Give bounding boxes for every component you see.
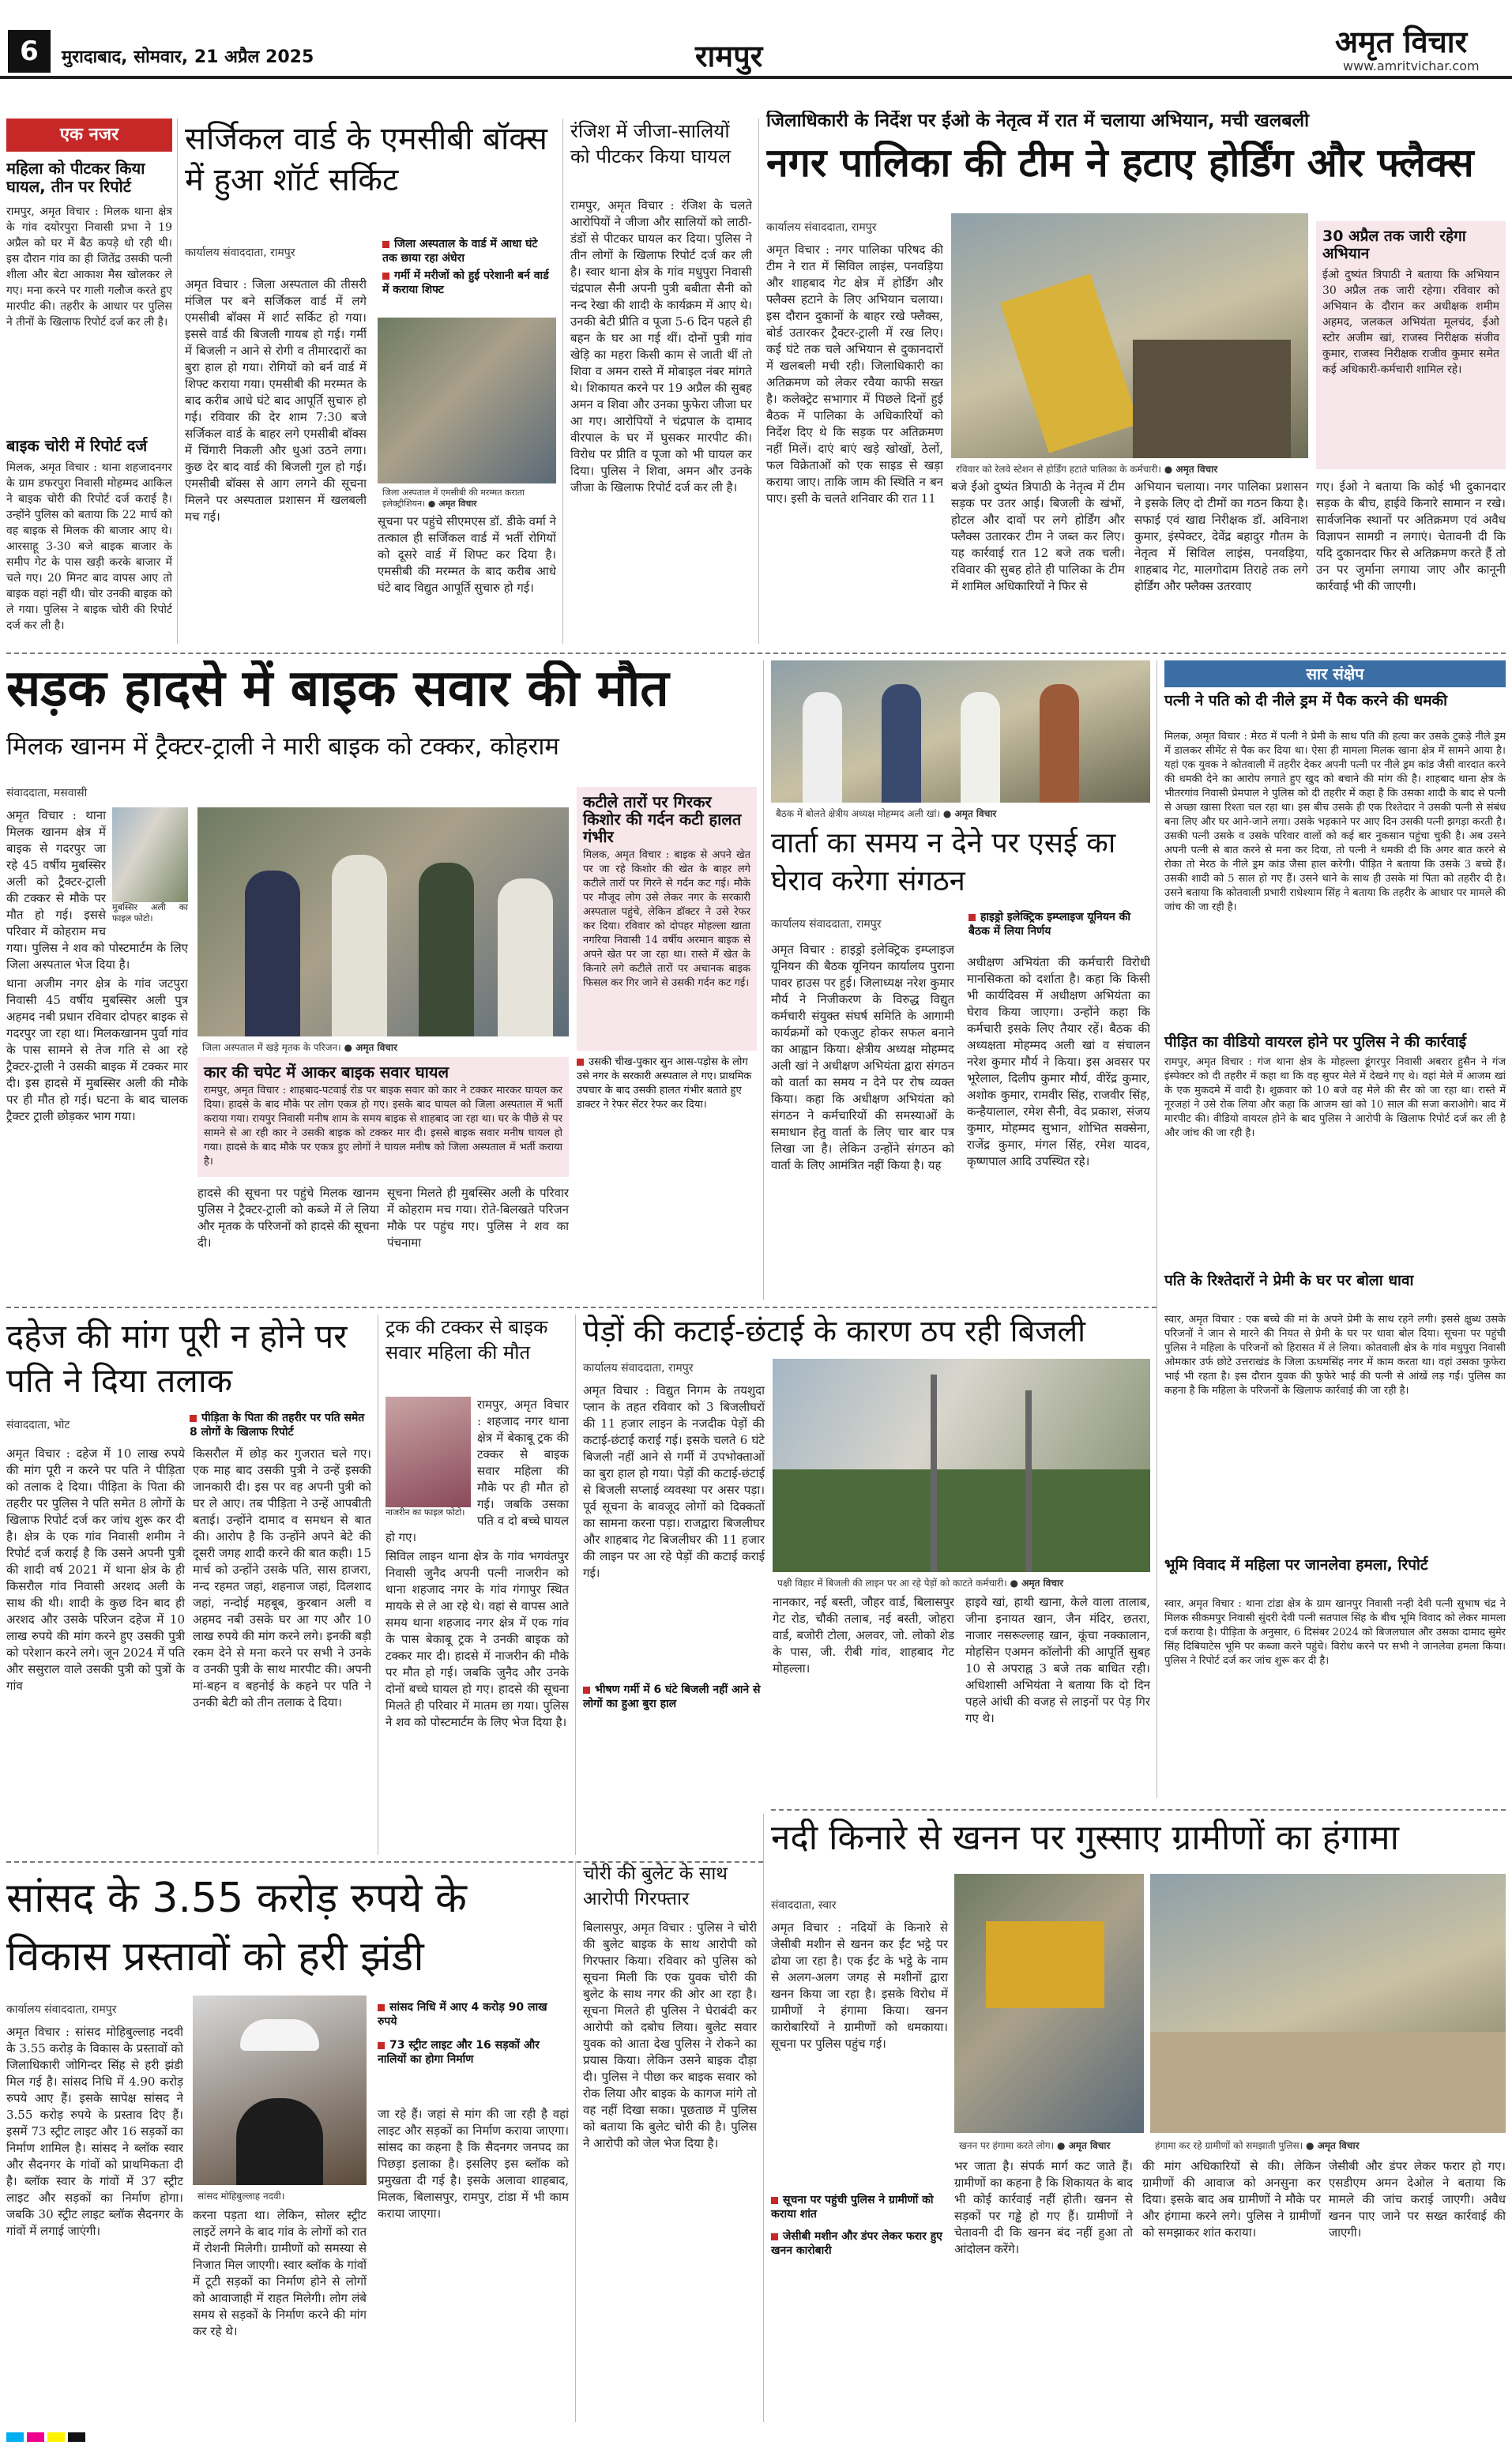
brief-body: स्वार, अमृत विचार : थाना टांडा क्षेत्र के ग्राम खानपुर निवासी नन्ही देवी पत्नी सुभाष चंद्र ने मिलक सीकमपुर निवासी सुंदरी देवी पत्नी सतपाल सिंह के बीच भूमि विवाद को लेकर मामला दर्ज कराया है। पीड़िता के अनुसार, 6 दिसंबर 2024 को बिजलघाल और उसका दामाद सुमेर सिंह दिबियाटेस भूमि पर कब्जा करने पहुंचे। विरोध करने पर सभी ने जानलेवा हमला किया। पुलिस ने रिपोर्ट दर्ज कर जांच शुरू कर दी है। [1164, 1598, 1506, 1667]
story-headline: पेड़ों की कटाई-छंटाई के कारण ठप रही बिजली [583, 1315, 1085, 1349]
story-body: बिलासपुर, अमृत विचार : पुलिस ने चोरी की बुलेट बाइक के साथ आरोपी को गिरफ्तार किया। रविवार को पुलिस को सूचना मिली कि एक युवक चोरी की बुलेट के साथ नगर की ओर आ रहा है। सूचना मिलते ही पुलिस ने घेराबंदी कर आरोपी को दबोच लिया। बुलेट सवार युवक को आता देख पुलिस ने रोकने का प्रयास किया। लेकिन उसने बाइक दौड़ा दी। पुलिस ने पीछा कर बाइक सवार को रोक लिया और बाइक के कागज मांगे तो वह नहीं दिखा सका। पूछताछ में पुलिस को बताया कि बुलेट चोरी की है। पुलिस ने आरोपी को जेल भेज दिया है। [583, 1920, 757, 2150]
story-headline: सांसद के 3.55 करोड़ रुपये के विकास प्रस्तावों को हरी झंडी [6, 1875, 467, 1980]
story-photo [773, 1359, 1150, 1572]
surgical-story [185, 118, 556, 644]
story-headline: दहेज की मांग पूरी न होने पर पति ने दिया तलाक [6, 1317, 348, 1400]
story-photo [1150, 1874, 1506, 2133]
story-body: गए। ईओ ने बताया कि कोई भी दुकानदार सड़क के बीच, हाईवे किनारे सामान न रखे। सार्वजनिक स्थानों पर अतिक्रमण एवं अवैध विज्ञापन सामग्री न लगाएं। चेतावनी दी कि यदि दुकानदार फिर से अतिक्रमण करते हैं तो उन पर जुर्माना लगाया जाए और कानूनी कार्रवाई भी की जाएगी। [1316, 480, 1506, 593]
bijli-story [583, 1315, 1150, 1855]
story-body: अधीक्षण अभियंता की कर्मचारी विरोधी मानसिकता को दर्शाता है। कहा कि किसी भी कार्यदिवस में अधीक्षण अभियंता का घेराव किया जाएगा। उन्होंने कहा कि कर्मचारी इसके लिए तैयार रहें। बैठक की अध्यक्षता मोहम्मद अली खां व संचालन नरेश कुमार मौर्य ने किया। इस अवसर पर भूरेलाल, दिलीप कुमार मौर्य, वीरेंद्र कुमार, अशोक कुमार, रामवीर सिंह, राजवीर सिंह, कन्हैयालाल, रमेश सैनी, वेद प्रकाश, संजय कुमार, मोहम्मद सुभान, शोभित सक्सेना, राजेंद्र कुमार, मंगल सिंह, रमेश यादव, कृष्णपाल आदि उपस्थित रहे। [967, 955, 1150, 1168]
story-bullet: पीड़िता के पिता की तहरीर पर पति समेत 8 लोगों के खिलाफ रिपोर्ट [190, 1412, 365, 1439]
byline: कार्यालय संवाददाता, रामपुर [6, 2003, 117, 2016]
portrait-caption: नाजरीन का फाइल फोटो। [386, 1507, 465, 1518]
page-number: 6 [8, 30, 51, 73]
brief-body: रामपुर, अमृत विचार : शाहबाद-पटवाई रोड पर बाइक सवार को कार ने टक्कर मारकर घायल कर दिया। हादसे के बाद मौके पर लोग एकत्र हो गए। इसके बाद घायल को जिला अस्पताल में भर्ती कराया गया। रायपुर निवासी मनीष शाम के समय बाइक से शाहबाद जा रहा था। घर के पीछे से पर सामने से आ रही कार ने उसकी बाइक को टक्कर मार दी। इससे बाइक सवार मनीष घायल हो गया। हादसे के बाद मौके पर एकत्र हुए लोगों ने घायल मनीष को जिला अस्पताल में भर्ती कराया है। [204, 1085, 562, 1168]
byline: संवाददाता, भोट [6, 1419, 70, 1431]
story-body: अमृत विचार : नगर पालिका परिषद की टीम ने रात में सिविल लाइंस, पनवड़िया और शाहबाद गेट क्षेत्र में होर्डिंग और फ्लैक्स हटाने के लिए अभियान चलाया। इस दौरान दुकानों के बाहर रखे फ्लैक्स, बोर्ड उतारकर ट्रैक्टर-ट्राली में रख लिए। कई घंटे तक चले अभियान से दुकानदारों में खलबली मची रही। जिलाधिकारी का अतिक्रमण को लेकर रवैया काफी सख्त है। कलेक्ट्रेट सभागार में पिछले दिनों हुई बैठक में पालिका के अधिकारियों को निर्देश दिए थे कि सड़क पर अतिक्रमण नहीं मिलें। दाएं बाएं खड़े खोखों, ठेलों, फल विक्रेताओं को एक साइड से खड़ा कराया जाए। ताकि जाम की स्थिति न बन पाए। इसी के चलते शनिवार की रात 11 [766, 243, 943, 506]
brief-headline: कटीले तारों पर गिरकर किशोर की गर्दन कटी हालत गंभीर [583, 792, 742, 846]
brief-headline: पत्नी ने पति को दी नीले ड्रम में पैक करने की धमकी [1164, 692, 1448, 709]
byline: संवाददाता, मसवासी [6, 787, 88, 799]
sangathan-story [771, 660, 1150, 1300]
story-body: अमृत विचार : जिला अस्पताल की तीसरी मंजिल पर बने सर्जिकल वार्ड में लगे एमसीबी बॉक्स में शार्ट सर्किट हो गया। इससे वार्ड की बिजली गायब हो गई। गर्मी में बिजली न आने से रोगी व तीमारदारों का बुरा हाल हो गया। रोगियों को बर्न वार्ड में शिफ्ट कराया गया। एमसीबी की मरम्मत के बाद करीब आधे घंटे बाद आपूर्ति सुचारु हो गई। रविवार की देर शाम 7:30 बजे सर्जिकल वार्ड के बाहर लगे एमसीबी बॉक्स में चिंगारी निकली और धुआं उठने लगा। कुछ देर बाद वार्ड की बिजली गुल हो गई। एमसीबी बॉक्स से आग लगने की सूचना मिलने पर अस्पताल प्रशासन में खलबली मच गई। [185, 277, 367, 524]
story-body: अमृत विचार : नदियों के किनारे से जेसीबी मशीन से खनन कर ईंट भट्ठे पर ढोया जा रहा है। एक ईंट के भट्ठे के नाम से अलग-अलग जगह से मशीनों द्वारा खनन किया जा रहा है। इसके विरोध में ग्रामीणों ने हंगामा किया। खनन कारोबारियों ने ग्रामीणों को धमकाया। सूचना पर पुलिस पहुंच गई। [771, 1920, 948, 2051]
brief-body: मिलक, अमृत विचार : बाइक से अपने खेत पर जा रहे किशोर की खेत के बाहर लगे कटीले तारों पर गिरने से गर्दन कट गई। मौके पर मौजूद लोग उसे लेकर नगर के सरकारी अस्पताल पहुंचे, लेकिन डॉक्टर ने उसे रेफर कर दिया। रविवार को दोपहर मोहल्ला खाता नगरिया निवासी 14 वर्षीय अरमान बाइक से अपने खेत पर जा रहा था। रास्ते में खेत के किनारे लगे कटीले तारों पर अचानक बाइक फिसल कर गिर जाने से उसकी गर्दन कट गई। [583, 849, 750, 989]
story-body: बजे ईओ दुष्यंत त्रिपाठी के नेतृत्व में टीम सड़क पर उतर आई। बिजली के खंभों, होटल और दावों पर लगे होर्डिंग और फ्लैक्स उतारकर टीम ने जब्त कर लिए। यह कार्रवाई रात 12 बजे तक चली। रविवार की सुबह होते ही पालिका के टीम में शामिल अधिकारियों ने फिर से [951, 480, 1125, 593]
story-bullet: सूचना पर पहुंची पुलिस ने ग्रामीणों को कराया शांत [771, 2194, 934, 2221]
brief-body: रामपुर, अमृत विचार : गंज थाना क्षेत्र के मोहल्ला डूंगरपुर निवासी अबरार हुसैन ने गंज इंस्पेक्टर को दी तहरीर में कहा था कि वह सुपर मेले में देखने गए थे। वहां मेले में आजम खां के एक मुकदमे में वादी है। शुक्रवार को 10 बजे वह मेले की सैर को जा रहा था। रास्ते में नूरजहां ने उसे रोक लिया और कहा कि आजम खां को 10 साल की सजा कराओगे। बाद में मारपीट की। वीडियो वायरल होने के बाद पुलिस ने आरोपी के खिलाफ रिपोर्ट दर्ज कर ली है और जांच की जा रही है। [1164, 1056, 1506, 1139]
box-headline: 30 अप्रैल तक जारी रहेगा अभियान [1322, 228, 1466, 262]
brand-url: www.amritvichar.com [1343, 58, 1480, 73]
story-body: अमृत विचार : सांसद मोहिबुल्लाह नदवी के 3.55 करोड़ के विकास के प्रस्तावों को जिलाधिकारी जोगिन्दर सिंह से हरी झंडी मिल गई है। सांसद निधि में 4.90 करोड़ रुपये आए हैं। इसके सापेक्ष सांसद ने 3.55 करोड़ रुपये के प्रस्ताव दिए हैं। इसमें 73 स्ट्रीट लाइट और 16 सड़कों का निर्माण शामिल है। सांसद ने ब्लॉक स्वार और सैदनगर के गांवों को प्राथमिकता दी है। ब्लॉक स्वार के गांवों में 37 स्ट्रीट लाइट और सड़कों का निर्माण होगा। जबकि 30 स्ट्रीट लाइट ब्लॉक सैदनगर के गांवों में लगाई जाएंगी। [6, 2025, 183, 2238]
story-body: नाजरीन का फाइल फोटो। रामपुर, अमृत विचार : शहजाद नगर थाना क्षेत्र में बेकाबू ट्रक की टक्कर से बाइक सवार महिला की मौके पर ही मौत हो गई। जबकि उसका पति व दो बच्चे घायल हो गए। सिविल लाइन थाना क्षेत्र के गांव भगवंतपुर निवासी जुनैद अपनी पत्नी नाजरीन को थाना शहजाद नगर के गांव गंगापुर स्थित मायके से ले आ रहे थे। वहां से वापस आते समय थाना शहजाद नगर क्षेत्र में एक गांव के पास बेकाबू ट्रक ने उनकी बाइक को टक्कर मार दी। हादसे में नाजरीन की मौके पर मौत हो गई। जबकि जुनैद और उनके दोनों बच्चे घायल हो गए। हादसे की सूचना मिलते ही परिवार में मातम छा गया। पुलिस ने शव को पोस्टमार्टम के लिए भेज दिया है। [386, 1397, 569, 1729]
story-headline: नगर पालिका की टीम ने हटाए होर्डिंग और फ्लैक्स [766, 141, 1474, 186]
story-photo [197, 807, 569, 1036]
photo-caption: जिला अस्पताल में एमसीबी की मरम्मत कराता इलेक्ट्रीशियन। ● अमृत विचार [378, 485, 556, 512]
brief-headline: भूमि विवाद में महिला पर जानलेवा हमला, रिपोर्ट [1164, 1556, 1428, 1574]
story-headline: ट्रक की टक्कर से बाइक सवार महिला की मौत [386, 1316, 548, 1364]
dateline: मुरादाबाद, सोमवार, 21 अप्रैल 2025 [62, 47, 314, 67]
story-headline: नदी किनारे से खनन पर गुस्साए ग्रामीणों का हंगामा [771, 1819, 1399, 1858]
story-body: हाइवे खां, हाथी खाना, केले वाला तालाब, जीना इनायत खान, जैन मंदिर, छतरा, नाजार नसरूल्लाह खान, कूंचा नक्कालान, मोहसिन एअमन कॉलोनी की आपूर्ति सुबह 10 से अपराह्न 3 बजे तक बाधित रही। अधिशासी अभियंता ने बताया कि दो दिन पहले आंधी की वजह से लाइनों पर पेड़ गिर गए थे। [965, 1595, 1150, 1725]
ek-nazar-column [6, 118, 172, 644]
saar-tag: सार संक्षेप [1164, 660, 1506, 687]
kicker: जिलाधिकारी के निर्देश पर ईओ के नेतृत्व में रात में चलाया अभियान, मची खलबली [766, 111, 1310, 131]
brief-headline: बाइक चोरी में रिपोर्ट दर्ज [6, 437, 148, 455]
story-body: जा रहे हैं। जहां से मांग की जा रही है वहां लाइट और सड़कों का निर्माण कराया जाएगा। सांसद का कहना है कि सैदनगर जनपद का पिछड़ा इलाका है। इसलिए इस ब्लॉक को प्रमुखता दी गई है। इसके अलावा शाहबाद, मिलक, बिलासपुर, रामपुर, टांडा में भी काम कराया जाएगा। [378, 2107, 569, 2221]
nadi-story [771, 1819, 1506, 2422]
brief-headline: कार की चपेट में आकर बाइक सवार घायल [204, 1063, 449, 1081]
story-bullet: जिला अस्पताल के वार्ड में आधा घंटे तक छाया रहा अंधेरा [382, 238, 538, 265]
story-headline: वार्ता का समय न देने पर एसई का घेराव करेगा संगठन [771, 827, 1116, 897]
byline: कार्यालय संवाददाता, रामपुर [766, 221, 877, 234]
saar-sankshep-column [1164, 660, 1506, 1800]
story-body: की मांग अधिकारियों से की। लेकिन ग्रामीणों की आवाज को अनसुना कर दिया। इसके बाद अब ग्रामीणों ने मौके पर और हंगामा करने लगे। पुलिस ने ग्रामीणों को समझाकर शांत कराया। [1142, 2159, 1321, 2240]
brief-headline: महिला को पीटकर किया घायल, तीन पर रिपोर्ट [6, 160, 145, 196]
portrait-caption: मुबस्सिर अली का फाइल फोटो। [112, 902, 188, 923]
story-headline: रंजिश में जीजा-सालियों को पीटकर किया घायल [570, 120, 732, 167]
story-body: भर जाता है। संपर्क मार्ग कट जाते हैं। ग्रामीणों का कहना है कि शिकायत के बाद भी कोई कार्रवाई नहीं होती। खनन से सड़कों पर गड्ढे हो गए हैं। ग्रामीणों ने चेतावनी दी कि खनन बंद नहीं हुआ तो आंदोलन करेंगे। [954, 2159, 1133, 2256]
saansad-story [6, 1869, 569, 2422]
info-box [1316, 221, 1506, 469]
ek-nazar-tag: एक नजर [6, 118, 172, 152]
byline: कार्यालय संवाददाता, रामपुर [185, 246, 295, 259]
accident-story [6, 660, 757, 1300]
story-bullet: सांसद निधि में आए 4 करोड़ 90 लाख रुपये [378, 2001, 547, 2028]
brand-logo: अमृत विचार [1335, 24, 1468, 59]
story-photo [954, 1874, 1144, 2133]
brief-box [577, 787, 757, 1051]
byline: कार्यालय संवाददाता, रामपुर [583, 1362, 694, 1375]
portrait-caption: सांसद मोहिबुल्लाह नदवी। [193, 2187, 367, 2205]
story-subheadline: मिलक खानम में ट्रैक्टर-ट्राली ने मारी बाइक को टक्कर, कोहराम [6, 733, 559, 761]
story-headline: सड़क हादसे में बाइक सवार की मौत [6, 660, 669, 718]
story-body: जेसीबी और डंपर लेकर फरार हो गए। एसडीएम अमन देओल ने बताया कि मामले की जांच कराई जाएगी। अवैध खनन पाए जाने पर सख्त कार्रवाई की जाएगी। [1329, 2159, 1506, 2240]
photo-caption: रविवार को रेलवे स्टेशन से होर्डिंग हटाते पालिका के कर्मचारी। ● अमृत विचार [951, 460, 1308, 478]
chori-story [583, 1861, 757, 2422]
photo-caption: जिला अस्पताल में खड़े मृतक के परिजन। ● अमृत विचार [197, 1038, 569, 1056]
story-body: अमृत विचार : विद्युत निगम के तयशुदा प्लान के तहत रविवार को 3 बिजलीघरों की 11 हजार लाइन के नजदीक पेड़ों की कटाई-छंटाई कराई गई। इसके चलते 6 घंटे बिजली नहीं आने से गर्मी में उपभोक्ताओं का बुरा हाल हो गया। पेड़ों की कटाई-छंटाई से बिजली सप्लाई व्यवस्था पर असर पड़ा। पूर्व सूचना के बावजूद लोगों को दिक्कतों का सामना करना पड़ा। राजद्वारा बिजलीघर और शाहबाद गेट बिजलीघर की 11 हजार की लाइन पर आ रहे पेड़ों की कटाई कराई गई। [583, 1383, 765, 1580]
story-bullet: जेसीबी मशीन और डंपर लेकर फरार हुए खनन कारोबारी [771, 2230, 942, 2257]
story-body: अमृत विचार : हाइड्रो इलेक्ट्रिक इम्प्लाइज यूनियन की बैठक यूनियन कार्यालय पुराना पावर हाउस पर हुई। जिलाध्यक्ष नरेश कुमार मौर्य ने निजीकरण के विरुद्ध विद्युत कर्मचारी संयुक्त संघर्ष समिति के आगामी कार्यक्रमों को एकजुट होकर सफल बनाने का आह्वान किया। क्षेत्रीय अध्यक्ष मोहम्मद अली खां ने अधीक्षण अभियंता द्वारा संगठन को वार्ता का समय न देने पर रोष व्यक्त किया। कहा कि अधीक्षण अभियंता को संगठन ने कर्मचारियों की समस्याओं के समाधान हेतु वार्ता के लिए चार बार पत्र लिखा जा है। लेकिन उन्होंने संगठन को वार्ता के लिए आमंत्रित नहीं किया है। यह [771, 942, 954, 1172]
brief-headline: पीड़ित का वीडियो वायरल होने पर पुलिस ने की कार्रवाई [1164, 1033, 1467, 1051]
brief-body: मिलक, अमृत विचार : मेरठ में पत्नी ने प्रेमी के साथ पति की हत्या कर उसके टुकड़े नीले ड्रम में डालकर सीमेंट से पैक कर दिया था। ऐसा ही मामला मिलक खाना क्षेत्र में सामने आया है। यहां एक युवक ने कोतवाली में तहरीर देकर अपनी पत्नी पर नीले ड्रम कांड जैसी वारदात करने की धमकी देने का आरोप लगाते हुए खुद को बचाने की मांग की है। शाहबाद थाना क्षेत्र के भीतरगांव निवासी प्रेमपाल ने पुलिस को दी तहरीर में कहा है कि उसका शादी के बाद से पत्नी से अच्छा खासा रिश्ता चल रहा था। इस बीच उसके ही एक रिश्तेदार ने उसकी पत्नी से संबंध बना लिए और घर आने-जाने लगा। उसके भड़काने पर आए दिन उसकी पत्नी झगड़ा करती है। उसकी पत्नी उसके व उसके परिवार वालों को कई बार नुकसान पहुंचा चुकी है। अब उसने अपनी पत्नी से बात करने से मना कर दिया, तो पत्नी ने धमकी दी कि अगर बात करने से रोका तो मेरठ के नीले ड्रम कांड जैसा हाल करेगी। पीड़ित ने बताया कि उसके 3 बच्चे हैं। उसकी शादी को 5 साल हो गए हैं। उसने थाने के साथ ही उसके मां पिता को तहरीर दी है। उसने बताया कि कोतवाली प्रभारी राधेश्याम सिंह ने बताया कि तहरीर के आधार पर मामले की जांच की जा रही है। [1164, 731, 1506, 913]
print-color-bar [6, 2430, 1506, 2441]
story-body: अमृत विचार : दहेज में 10 लाख रुपये की मांग पूरी न करने पर पति ने पीड़िता को तलाक दे दिया। पीड़िता के पिता की तहरीर पर पुलिस ने पति समेत 8 लोगों के खिलाफ रिपोर्ट दर्ज कर जांच शुरू कर दी है। क्षेत्र के एक गांव निवासी शमीम ने रिपोर्ट दर्ज कराई है कि उसने अपनी पुत्री की शादी वर्ष 2021 में थाना क्षेत्र के ही किसरौल गांव निवासी अरशद अली के साथ की थी। शादी के कुछ दिन बाद ही अरशद और उसके परिजन दहेज में 10 लाख रुपये की मांग करने हुए उसकी पुत्री को परेशान करने लगे। जून 2024 में पति और ससुराल वाले उसकी पुत्री को पुत्रों के गांव [6, 1446, 185, 1693]
byline: कार्यालय संवाददाता, रामपुर [771, 918, 882, 931]
story-body: अभियान चलाया। नगर पालिका प्रशासन ने इसके लिए दो टीमों का गठन किया है। सफाई एवं खाद्य निरीक्षक डॉ. अविनाश कुमार, इंस्पेक्टर, देवेंद्र बहादुर गौतम के नेतृत्व में सिविल लाइंस, पनवड़िया, शाहबाद गेट, मालगोदाम तिराहे तक लगे होर्डिंग और फ्लैक्स उतरवाए [1134, 480, 1308, 593]
story-body: सूचना मिलते ही मुबस्सिर अली के परिवार में कोहराम मच गया। रोते-बिलखते परिजन मौके पर पहुंच गए। पुलिस ने शव का पंचनामा [387, 1186, 569, 1250]
story-photo [378, 318, 556, 483]
photo-caption: पक्षी विहार में बिजली की लाइन पर आ रहे पेड़ों को काटते कर्मचारी। ● अमृत विचार [773, 1574, 1150, 1592]
portrait-photo [386, 1397, 471, 1507]
story-body: हादसे की सूचना पर पहुंचे मिलक खानम पुलिस ने ट्रैक्टर-ट्राली को कब्जे में ले लिया और मृतक के परिजनों को हादसे की सूचना दी। [197, 1186, 379, 1250]
story-bullet: 73 स्ट्रीट लाइट और 16 सड़कों और नालियों का होगा निर्माण [378, 2039, 540, 2066]
photo-caption: खनन पर हंगामा करते लोग। ● अमृत विचार [954, 2136, 1144, 2154]
story-bullet: हाइड्रो इलेक्ट्रिक इम्प्लाइज यूनियन की बैठक में लिया निर्णय [969, 911, 1131, 938]
story-bullet: भीषण गर्मी में 6 घंटे बिजली नहीं आने से लोगों का हुआ बुरा हाल [583, 1683, 761, 1710]
story-body: मुबस्सिर अली का फाइल फोटो। अमृत विचार : थाना मिलक खानम क्षेत्र में बाइक से गदरपुर जा रहे 45 वर्षीय मुबस्सिर अली को ट्रैक्टर-ट्राली की टक्कर से मौके पर मौत हो गई। इससे परिवार में कोहराम मच गया। पुलिस ने शव को पोस्टमार्टम के लिए जिला अस्पताल भेज दिया है। थाना अजीम नगर क्षेत्र के गांव जटपुरा निवासी 45 वर्षीय मुबस्सिर अली पुत्र अहमद नबी प्रधान रविवार दोपहर बाइक से गदरपुर जा रहा था। मिलकखानम पुर्वा गांव के पास सामने से तेज गति से आ रहे ट्रैक्टर-ट्राली ने उसकी बाइक में टक्कर मार दी। इस हादसे में मुबस्सिर अली की मौके पर ही मौत हो गई। घटना के बाद चालक ट्रैक्टर ट्राली छोड़कर भाग गया। [6, 808, 188, 1123]
photo-caption: हंगामा कर रहे ग्रामीणों को समझाती पुलिस। ● अमृत विचार [1150, 2136, 1506, 2154]
masthead [0, 0, 1512, 82]
brief-headline: पति के रिश्तेदारों ने प्रेमी के घर पर बोला धावा [1164, 1272, 1414, 1289]
story-headline: सर्जिकल वार्ड के एमसीबी बॉक्स में हुआ शॉर्ट सर्किट [185, 121, 547, 198]
photo-caption: बैठक में बोलते क्षेत्रीय अध्यक्ष मोहम्मद अली खां। ● अमृत विचार [771, 804, 1150, 822]
brief-body: स्वार, अमृत विचार : एक बच्चे की मां के अपने प्रेमी के साथ रहने लगी। इससे क्षुब्ध उसके परिजनों ने जान से मारने की नियत से प्रेमी के घर पर धावा बोल दिया। सूचना पर पहुंची पुलिस ने महिला के परिजनों को हिरासत में ले लिया। कोतवाली क्षेत्र के गांव मधुपुरा निवासी ओमकार उर्फ छोटे उत्तराखंड के जिला ऊधमसिंह नगर में काम करता था। वहां उसका फुफेरा भाई भी रहता है। इस दौरान युवक की फुफेरे भाई की पत्नी से आंखें लड़ गईं। पुलिस का कहना है कि महिला के परिजनों के खिलाफ कार्रवाई की जा रही है। [1164, 1314, 1506, 1397]
portrait-photo [112, 807, 188, 902]
ranjish-story [570, 118, 752, 644]
story-body: करना पड़ता था। लेकिन, सोलर स्ट्रीट लाइटें लगने के बाद गांव के लोगों को रात में रोशनी मिलेगी। ग्रामीणों को समस्या से निजात मिल जाएगी। स्वार ब्लॉक के गांवों में टूटी सड़कों का निर्माण होने से लोगों को आवाजाही में राहत मिलेगी। लोग लंबे समय से सड़कों के निर्माण करने की मांग कर रहे थे। [193, 2208, 367, 2338]
brief-box [197, 1057, 569, 1177]
story-body: सूचना पर पहुंचे सीएमएस डॉ. डीके वर्मा ने तत्काल ही सर्जिकल वार्ड में भर्ती रोगियों को दूसरे वार्ड में शिफ्ट कर दिया है। एमसीबी की मरम्मत के बाद करीब आधे घंटे बाद विद्युत आपूर्ति सुचारु हो गई। [378, 514, 556, 595]
byline: संवाददाता, स्वार [771, 1899, 837, 1912]
portrait-photo [193, 1995, 367, 2185]
story-bullet: गर्मी में मरीजों को हुई परेशानी बर्न वार्ड में कराया शिफ्ट [382, 269, 549, 296]
story-bullet: उसकी चीख-पुकार सुन आस-पड़ोस के लोग उसे नगर के सरकारी अस्पताल ले गए। प्राथमिक उपचार के बाद उसकी हालत गंभीर बताते हुए डाक्टर ने रेफर सेंटर रेफर कर दिया। [577, 1056, 752, 1111]
dahej-story [6, 1315, 371, 1855]
story-body: रामपुर, अमृत विचार : रंजिश के चलते आरोपियों ने जीजा और सालियों को लाठी-डंडों से पीटकर घायल कर दिया। पुलिस ने तीन लोगों के खिलाफ रिपोर्ट दर्ज कर ली है। स्वार थाना क्षेत्र के गांव मधुपुरा निवासी चंद्रपाल सैनी अपनी पुत्री बबीता सैनी को नन्द रेखा की शादी के कार्यक्रम में आए थे। उनकी बेटी प्रीति व पूजा 5-6 दिन पहले ही बहन के घर आ गई थीं। दोनों पुत्री गांव खेड़ि का महरा किसी काम से जाती थीं तो शिवा व अमन रास्ते में मोबाइल नंबर मांगते थे। शिकायत करने पर 19 अप्रैल की सुबह अमन व शिवा और उनका फुफेरा जीजा घर आ गए। आरोपियों ने चंद्रपाल के दामाद वीरपाल के घर में घुसकर मारपीट की। विरोध पर प्रीति व पूजा को भी घायल कर दिया। पुलिस ने शिवा, अमन और उनके जीजा के खिलाफ रिपोर्ट दर्ज कर ली है। [570, 198, 752, 495]
story-photo [771, 660, 1150, 803]
truck-story [386, 1315, 569, 1855]
story-body: नानकार, नई बस्ती, जौहर वार्ड, बिलासपुर गेट रोड, चौकी तलाब, नई बस्ती, जोहरा वार्ड, बजोरी टोला, अलवर, जो. लोको शेड के पास, जी. रीबी गांव, शाहबाद गेट मोहल्ला। [773, 1595, 954, 1676]
story-headline: चोरी की बुलेट के साथ आरोपी गिरफ्तार [583, 1864, 728, 1909]
brief-body: मिलक, अमृत विचार : थाना शहजादनगर के ग्राम डफरपुरा निवासी मोहम्मद आकिल ने बाइक चोरी की रिपोर्ट दर्ज कराई है। उन्होंने पुलिस को बताया कि 22 मार्च को वह बाइक से मिलक की बाजार आए थे। आरसाहू 3-30 बजे बाइक बाजार के समीप गेट के पास खड़ी करके बाजार में चले गए। 20 मिनट बाद वापस आए तो बाइक वहां नहीं थी। चोर उनकी बाइक को ले गया। पुलिस ने बाइक चोरी की रिपोर्ट दर्ज कर ली है। [6, 461, 172, 632]
nagar-palika-story [766, 111, 1506, 648]
brief-body: रामपुर, अमृत विचार : मिलक थाना क्षेत्र के गांव दयोरपुरा निवासी प्रभा ने 19 अप्रैल को घर में बैठ कपड़े धो रही थी। इस दौरान गांव का ही जितेंद्र उसकी पत्नी शीला और बेटा आकाश मैस खोलकर ले गए। मना करने पर गाली गलौज करते हुए मारपीट की। तहरीर के आधार पर पुलिस ने तीनों के खिलाफ रिपोर्ट दर्ज कर ली है। [6, 205, 172, 329]
box-body: ईओ दुष्यंत त्रिपाठी ने बताया कि अभियान 30 अप्रैल तक जारी रहेगा। रविवार को अभियान के दौरान कर अधीक्षक शमीम अहमद, जलकल अभियंता मूलचंद, ईओ स्टोर अजीम खां, राजस्व निरीक्षक संजीव कुमार, राजस्व निरीक्षक राजीव कुमार समेत कई अधिकारी-कर्मचारी शामिल रहे। [1322, 269, 1499, 376]
story-body: किसरौल में छोड़ कर गुजरात चले गए। एक माह बाद उसकी पुत्री ने उन्हें इसकी जानकारी दी। इस पर वह अपनी पुत्री को घर ले आए। तब पीड़िता ने उन्हें आपबीती बताई। उन्होंने दामाद व समधन से बात की। आरोप है कि उन्होंने अपने बेटे की दूसरी जगह शादी करने की बात कही। 15 मार्च को उन्होंने उसके पति, सास हाजरा, नन्द रहमत जहां, शहनाज जहां, दिलशाद जहां, नन्दोई महबूब, कुरबान अली व अहमद नबी उसके घर आ गए और 10 लाख रुपये की मांग करने लगे। इनकी बड़ी रकम देने से मना करने पर सभी ने उनके व उनकी पुत्री के साथ मारपीट की। अपनी मां-बहन व बहनोई के कहने पर पति ने उनकी बेटी को तीन तलाक दे दिया। [193, 1446, 371, 1710]
section-title: रामपुर [695, 39, 763, 73]
story-photo [951, 213, 1308, 458]
